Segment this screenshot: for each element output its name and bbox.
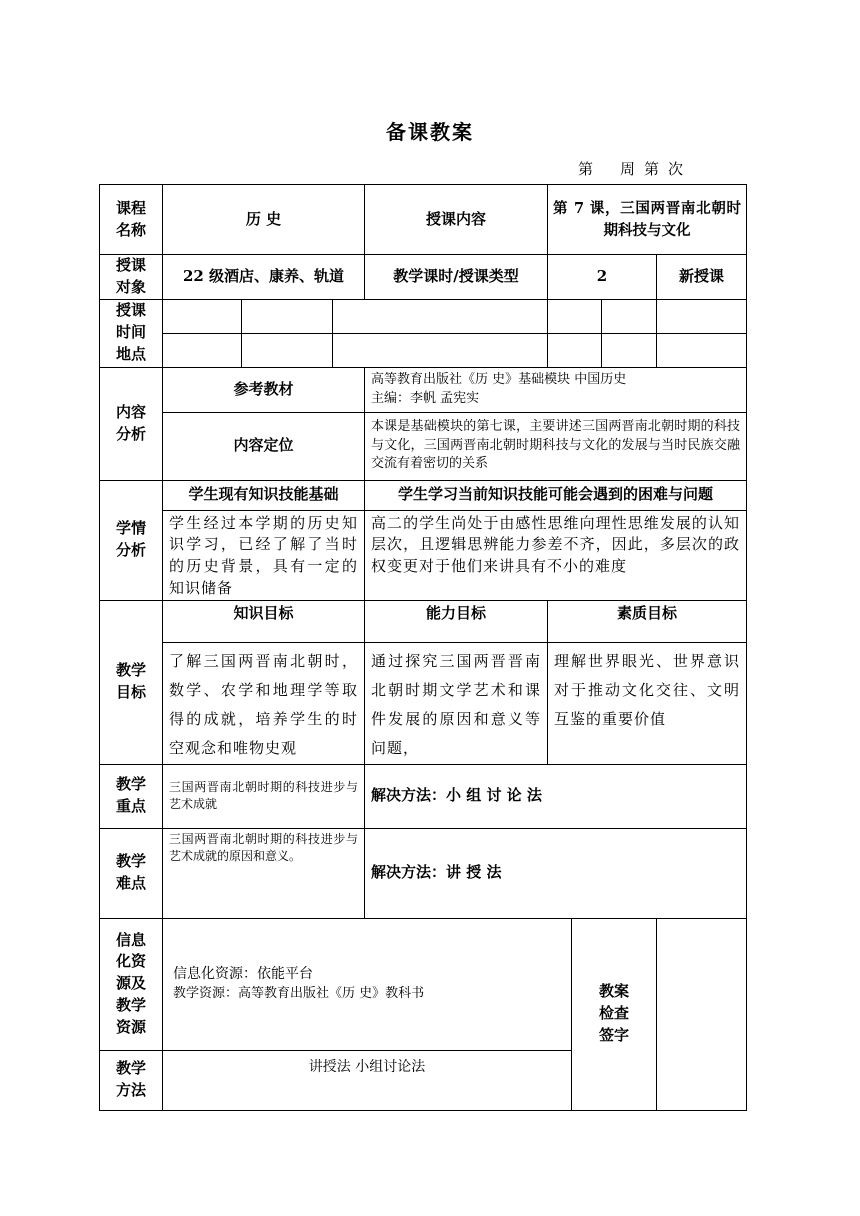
knowledge-header: 知识目标 bbox=[163, 600, 365, 642]
resources-line-2: 教学资源：高等教育出版社《历 史》教科书 bbox=[173, 985, 425, 1001]
content-analysis-label: 内容 分析 bbox=[100, 367, 163, 480]
resources-text bbox=[163, 918, 572, 1050]
time-place-cell bbox=[242, 299, 333, 333]
time-place-label: 授课 时间 地点 bbox=[100, 299, 163, 367]
course-content-label: 授课内容 bbox=[365, 185, 548, 255]
target-label: 授课 对象 bbox=[100, 255, 163, 300]
course-content-value: 第 7 课，三国两晋南北朝时期科技与文化 bbox=[548, 185, 747, 255]
key-points-text: 三国两晋南北朝时期的科技进步与艺术成就 bbox=[163, 764, 365, 828]
goals-label: 教学 目标 bbox=[100, 600, 163, 764]
week-label-ci: 次 bbox=[668, 160, 685, 178]
lesson-plan-table bbox=[99, 184, 747, 1111]
time-place-cell bbox=[333, 299, 548, 333]
check-sign-label: 教案 检查 签字 bbox=[572, 918, 657, 1110]
time-place-cell bbox=[333, 333, 548, 367]
difficulty-text: 高二的学生尚处于由感性思维向理性思维发展的认知层次，且逻辑思辨能力参差不齐，因此，多层次的政权变更对于他们来讲具有不小的难度 bbox=[365, 510, 747, 600]
lesson-type-value: 新授课 bbox=[657, 255, 747, 300]
week-line bbox=[578, 158, 684, 179]
course-name-label: 课程 名称 bbox=[100, 185, 163, 255]
hours-label: 教学课时/授课类型 bbox=[365, 255, 548, 300]
time-place-cell bbox=[548, 299, 602, 333]
ability-goal: 通过探究三国两晋晋南北朝时期文学艺术和课件发展的原因和意义等问题， bbox=[365, 642, 548, 764]
textbook-line-2: 主编：李帆 孟宪实 bbox=[371, 390, 480, 406]
difficulties-text: 三国两晋南北朝时期的科技进步与艺术成就的原因和意义。 bbox=[163, 828, 365, 918]
hours-value: 2 bbox=[548, 255, 657, 300]
basis-text: 学生经过本学期的历史知识学习，已经了解了当时的历史背景，具有一定的知识储备 bbox=[163, 510, 365, 600]
position-label: 内容定位 bbox=[163, 412, 365, 480]
check-sign-cell bbox=[657, 918, 747, 1110]
week-label-di2: 第 bbox=[644, 160, 661, 178]
time-place-cell bbox=[242, 333, 333, 367]
page-title: 备课教案 bbox=[386, 120, 474, 144]
key-points-method: 解决方法：小 组 讨 论 法 bbox=[365, 764, 747, 828]
time-place-cell bbox=[657, 333, 747, 367]
key-points-label: 教学 重点 bbox=[100, 764, 163, 828]
knowledge-goal: 了解三国两晋南北朝时，数学、农学和地理学等取得的成就，培养学生的时空观念和唯物史观 bbox=[163, 642, 365, 764]
difficulties-method: 解决方法：讲 授 法 bbox=[365, 828, 747, 918]
difficulty-header: 学生学习当前知识技能可能会遇到的困难与问题 bbox=[365, 480, 747, 510]
week-label-zhou: 周 bbox=[620, 160, 637, 178]
week-label-di: 第 bbox=[578, 160, 595, 178]
textbook-line-1: 高等教育出版社《历 史》基础模块 中国历史 bbox=[371, 371, 627, 387]
ability-header: 能力目标 bbox=[365, 600, 548, 642]
basis-header: 学生现有知识技能基础 bbox=[163, 480, 365, 510]
time-place-cell bbox=[602, 299, 657, 333]
target-value: 22 级酒店、康养、轨道 bbox=[163, 255, 365, 300]
time-place-cell bbox=[602, 333, 657, 367]
learning-analysis-label: 学情 分析 bbox=[100, 480, 163, 600]
resources-label: 信息 化资 源及 教学 资源 bbox=[100, 918, 163, 1050]
methods-label: 教学 方法 bbox=[100, 1050, 163, 1110]
position-value: 本课是基础模块的第七课，主要讲述三国两晋南北朝时期的科技与文化，三国两晋南北朝时期科技与文化的发展与当时民族交融交流有着密切的关系 bbox=[365, 412, 747, 480]
textbook-value bbox=[365, 367, 747, 412]
time-place-cell bbox=[657, 299, 747, 333]
difficulties-label: 教学 难点 bbox=[100, 828, 163, 918]
quality-goal: 理解世界眼光、世界意识对于推动文化交往、文明互鉴的重要价值 bbox=[548, 642, 747, 764]
time-place-cell bbox=[548, 333, 602, 367]
resources-line-1: 信息化资源：依能平台 bbox=[173, 966, 313, 983]
time-place-cell bbox=[163, 299, 242, 333]
course-name-value: 历 史 bbox=[163, 185, 365, 255]
quality-header: 素质目标 bbox=[548, 600, 747, 642]
methods-text: 讲授法 小组讨论法 bbox=[163, 1050, 572, 1110]
textbook-label: 参考教材 bbox=[163, 367, 365, 412]
time-place-cell bbox=[163, 333, 242, 367]
